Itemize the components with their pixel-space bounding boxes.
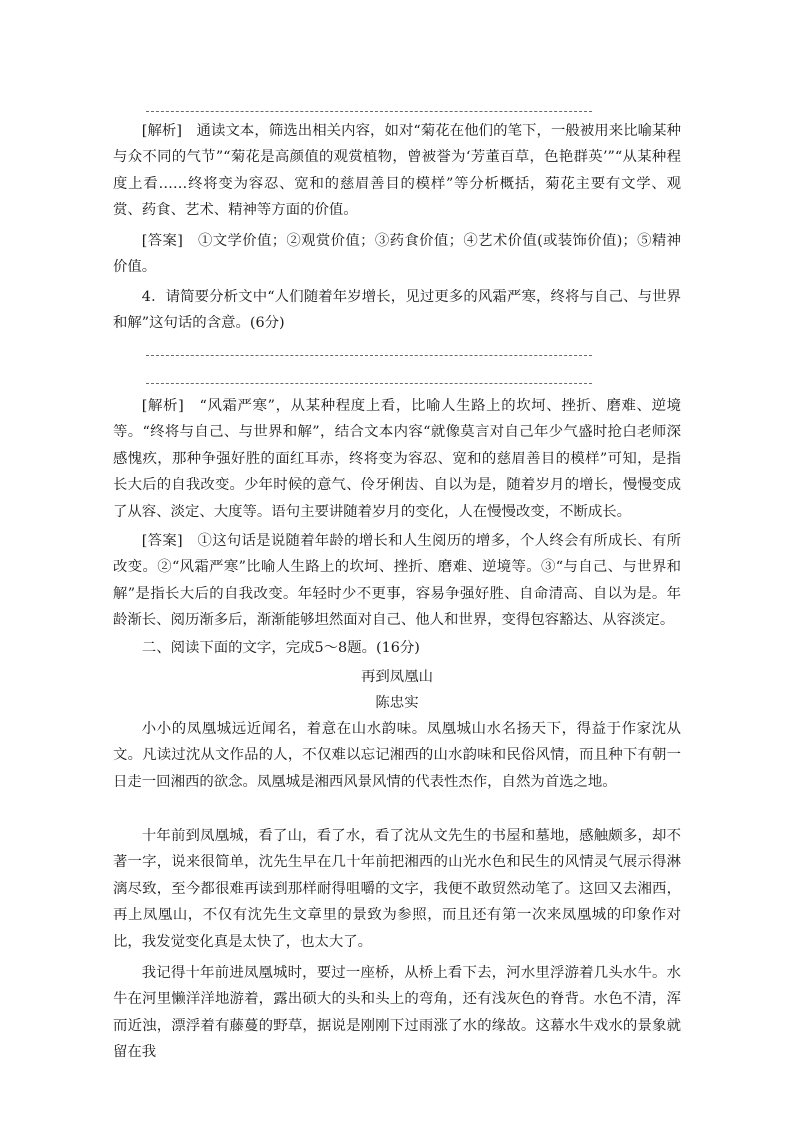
analysis-label: [解析] [141, 398, 184, 414]
answer-label: [答案] [141, 233, 183, 249]
answer-blank-line [146, 355, 592, 356]
section-heading: 二、阅读下面的文字，完成5～8题。(16分) [141, 640, 420, 656]
answer-paragraph-1 [113, 228, 681, 281]
answer-paragraph-2 [113, 528, 681, 634]
article-author: 陈忠实 [375, 695, 419, 711]
answer-blank-line [146, 111, 592, 112]
article-paragraph: 小小的凤凰城远近闻名，着意在山水韵味。凤凰城山水名扬天下，得益于作家沈从文。凡读过沈从文作品的人，不仅难以忘记湘西的山水韵味和民俗风情，而且种下有朝一日走一回湘西的欲念。凤凰城是湘西风景风情的代表性杰作，自然为首选之地。 [113, 721, 681, 790]
answer-text: ①这句话是说随着年龄的增长和人生阅历的增多，个人终会有所成长、有所改变。②“风霜严寒”比喻人生路上的坎坷、挫折、磨难、逆境等。③“与自己、与世界和解”是指长大后的自我改变。年轻时少不更事，容易争强好胜、自命清高、自以为是。年龄渐长、阅历渐多后，渐渐能够坦然面对自己、他人和世界，变得包容豁达、从容淡定。 [113, 533, 681, 629]
analysis-text: 通读文本，筛选出相关内容，如对“菊花在他们的笔下，一般被用来比喻某种与众不同的气节”“菊花是高颜值的观赏植物，曾被誉为‘芳董百草，色艳群英’”“从某种程度上看……终将变为容忍、宽和的慈眉善目的模样”等分析概括，菊花主要有文学、观赏、药食、艺术、精神等方面的价值。 [113, 123, 681, 219]
answer-blank-line [146, 383, 592, 384]
analysis-text: “风霜严寒”，从某种程度上看，比喻人生路上的坎坷、挫折、磨难、逆境等。“终将与自己、与世界和解”，结合文本内容“就像莫言对自己年少气盛时抢白老师深感愧疚，那种争强好胜的面红耳赤，终将变为容忍、宽和的慈眉善目的模样”可知，是指长大后的自我改变。少年时候的意气、伶牙俐齿、自以为是，随着岁月的增长，慢慢变成了从容、淡定、大度等。语句主要讲随着岁月的变化，人在慢慢改变，不断成长。 [113, 398, 682, 520]
answer-text: ①文学价值；②观赏价值；③药食价值；④艺术价值(或装饰价值)；⑤精神价值。 [113, 233, 682, 276]
analysis-paragraph-1 [113, 118, 681, 224]
answer-label: [答案] [141, 533, 183, 549]
analysis-label: [解析] [141, 123, 183, 139]
article-paragraph: 十年前到凤凰城，看了山，看了水，看了沈从文先生的书屋和墓地，感触颇多，却不著一字，说来很简单，沈先生早在几十年前把湘西的山光水色和民生的风情灵气展示得淋漓尽致，至今都很难再读到那样耐得咀嚼的文字，我便不敢贸然动笔了。这回又去湘西，再上凤凰山，不仅有沈先生文章里的景致为参照，而且还有第一次来凤凰城的印象作对比，我发觉变化真是太快了，也太大了。 [113, 828, 681, 950]
analysis-paragraph-2 [113, 393, 681, 525]
article-title: 再到凤凰山 [361, 669, 433, 685]
article-paragraph: 我记得十年前进凤凰城时，要过一座桥，从桥上看下去，河水里浮游着几头水牛。水牛在河里懒洋洋地游着，露出硕大的头和头上的弯角，还有浅灰色的脊背。水色不清，浑而近浊，漂浮着有藤蔓的野草，据说是刚刚下过雨涨了水的缘故。这幕水牛戏水的景象就留在我 [113, 965, 681, 1061]
question-4: 4．请简要分析文中“人们随着年岁增长，见过更多的风霜严寒，终将与自己、与世界和解”这句话的含意。(6分) [113, 289, 681, 332]
